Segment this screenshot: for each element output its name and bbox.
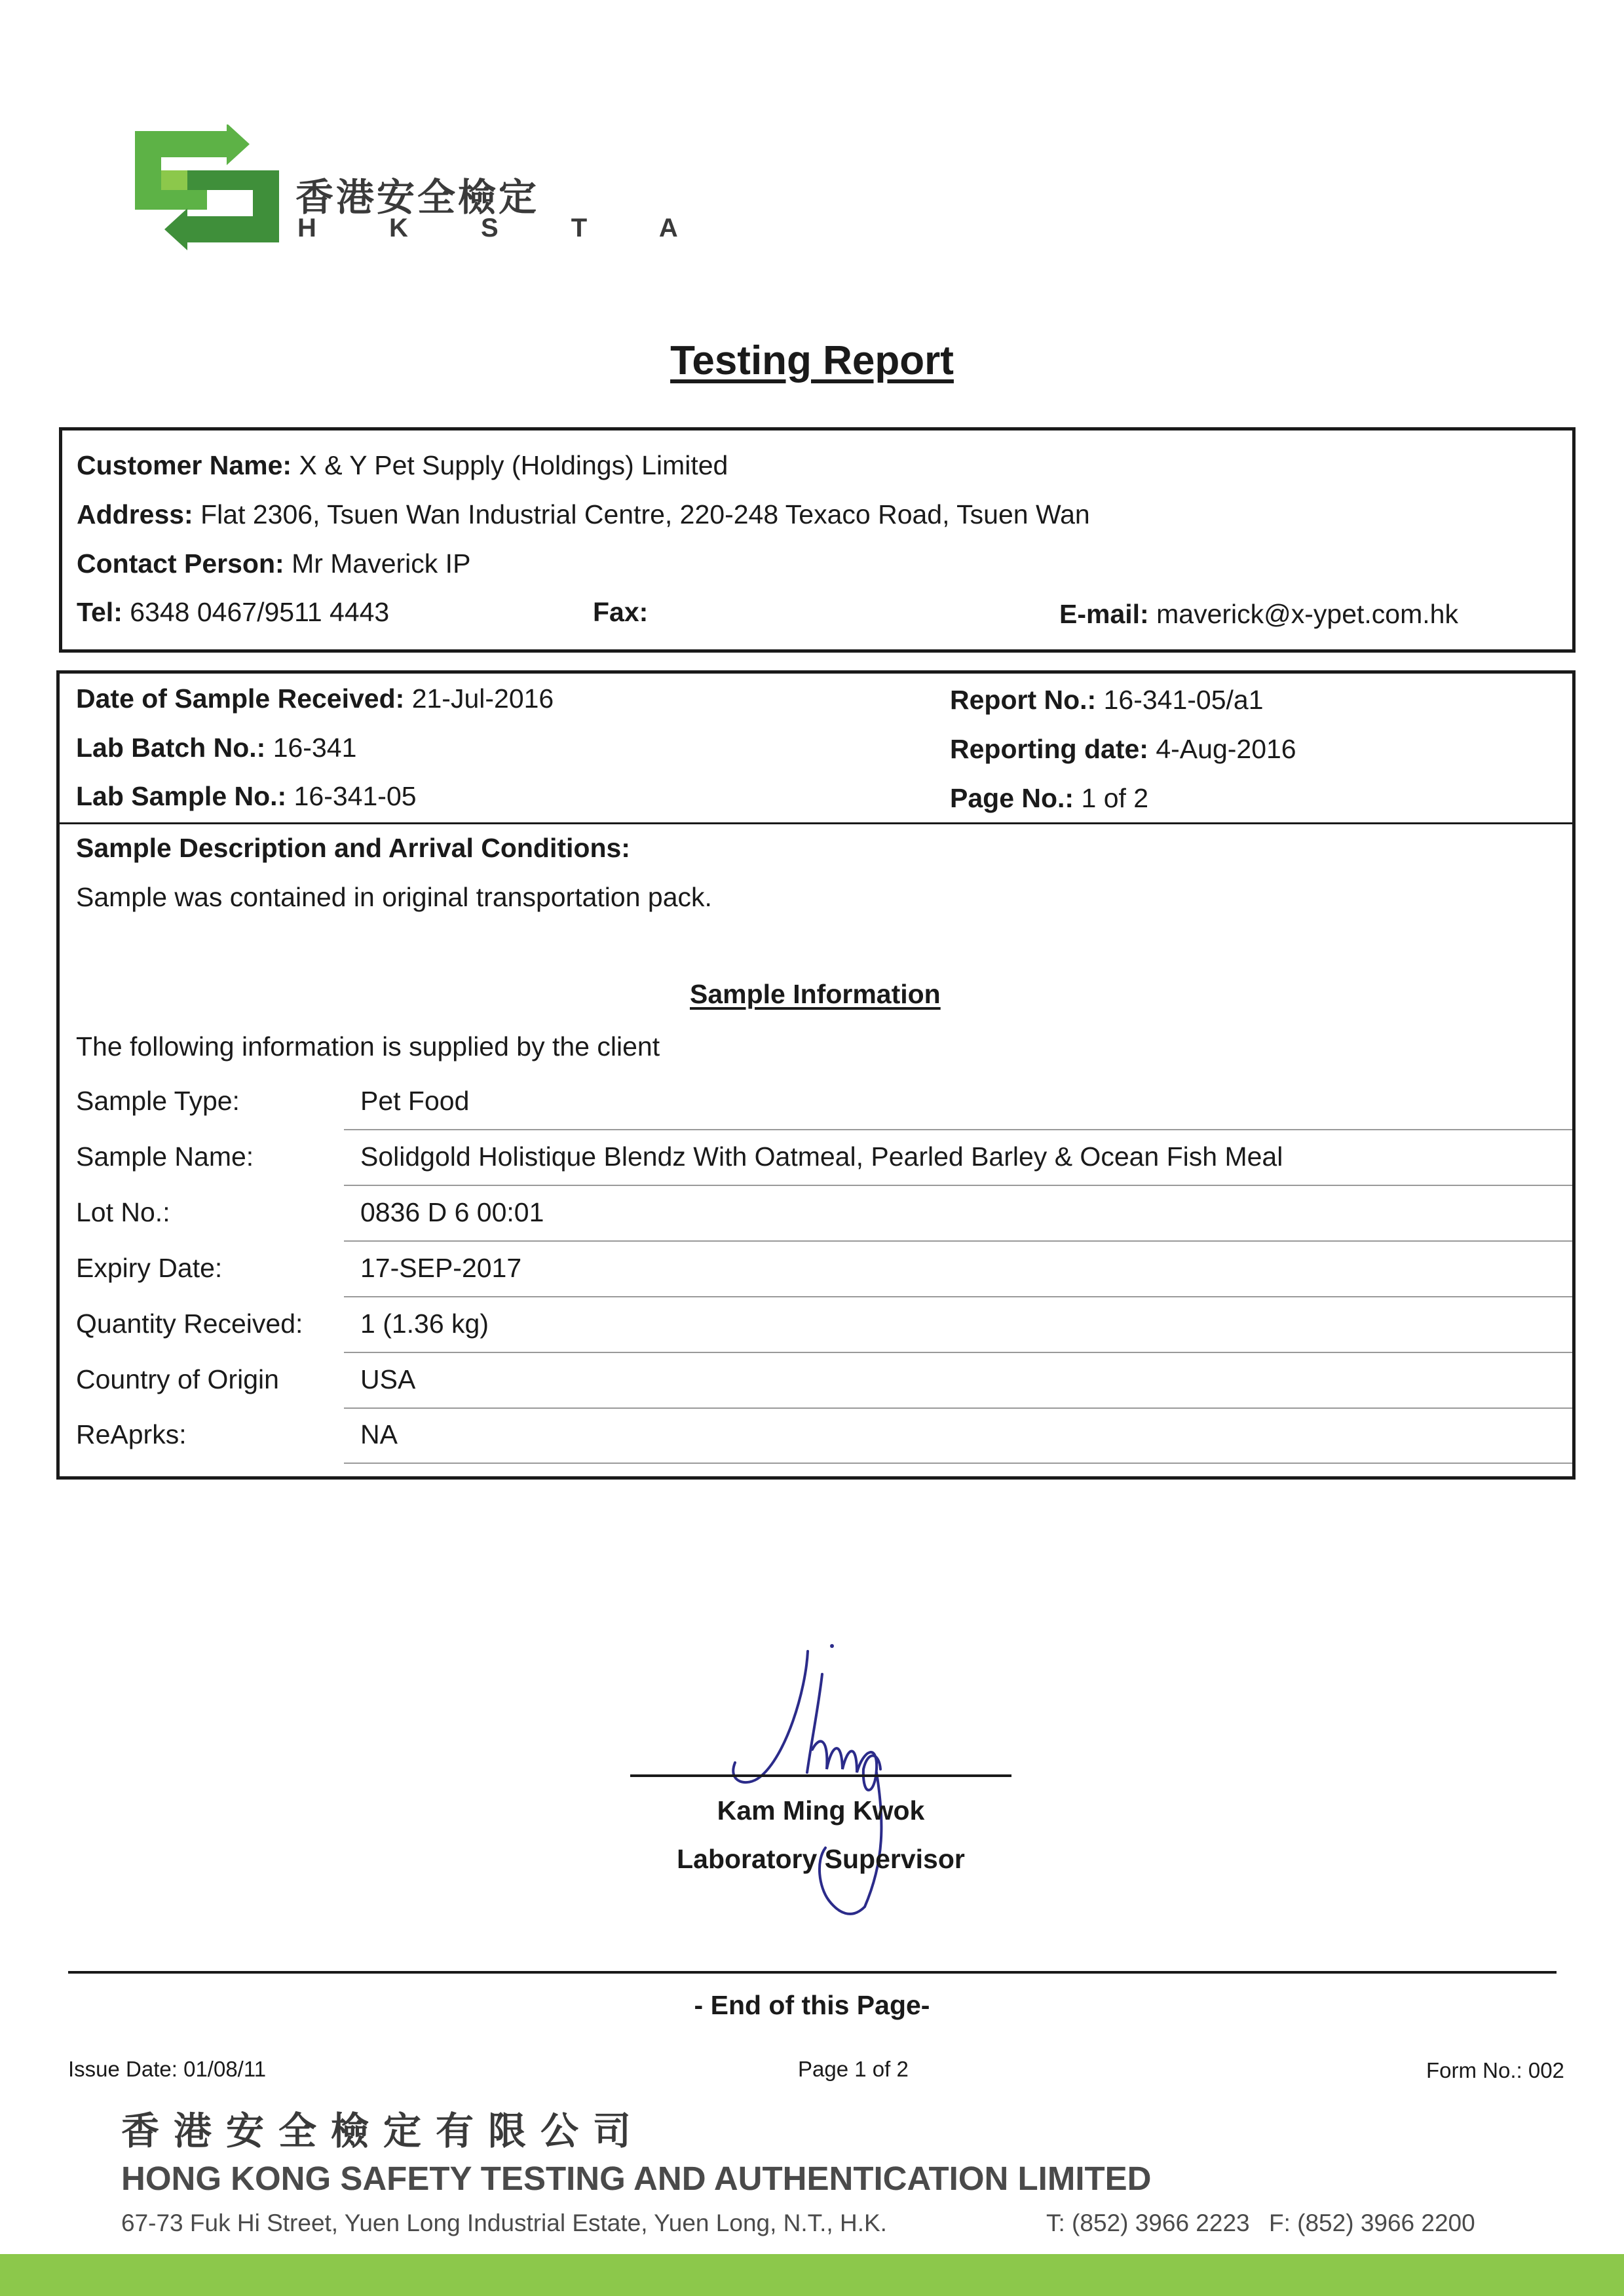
footer-green-bar	[0, 2254, 1624, 2296]
sample-information-intro: The following information is supplied by the client	[76, 1031, 660, 1062]
footer-page-number: Page 1 of 2	[798, 2057, 909, 2081]
customer-name-value: X & Y Pet Supply (Holdings) Limited	[299, 450, 728, 480]
expiry-date-label: Expiry Date:	[76, 1253, 223, 1283]
date-received-label: Date of Sample Received:	[76, 683, 405, 714]
sample-type-label: Sample Type:	[76, 1086, 240, 1116]
issue-date: Issue Date: 01/08/11	[68, 2057, 267, 2081]
company-address: 67-73 Fuk Hi Street, Yuen Long Industrial Estate, Yuen Long, N.T., H.K.	[121, 2210, 887, 2236]
end-of-page-note: - End of this Page-	[694, 1990, 930, 2020]
footer-divider	[68, 1971, 1557, 1974]
sample-information-heading: Sample Information	[690, 979, 941, 1009]
page-no-label: Page No.:	[950, 783, 1074, 813]
email-line	[1059, 599, 1458, 630]
reporting-date-label: Reporting date:	[950, 734, 1148, 764]
address-label: Address:	[77, 499, 193, 529]
row-underline	[344, 1240, 1572, 1242]
date-received-value: 21-Jul-2016	[411, 683, 554, 714]
quantity-value: 1 (1.36 kg)	[360, 1309, 489, 1339]
customer-name-line	[77, 450, 728, 481]
lot-no-label: Lot No.:	[76, 1197, 170, 1227]
handwritten-signature	[688, 1638, 924, 1926]
page-no-line	[950, 783, 1148, 814]
tel-label: Tel:	[77, 597, 123, 627]
customer-name-label: Customer Name:	[77, 450, 292, 480]
email-label: E-mail:	[1059, 599, 1149, 629]
remarks-value: NA	[360, 1419, 398, 1449]
report-title: Testing Report	[670, 338, 954, 383]
signatory-position: Laboratory Supervisor	[677, 1844, 965, 1874]
row-underline	[344, 1185, 1572, 1186]
address-value: Flat 2306, Tsuen Wan Industrial Centre, 220-248 Texaco Road, Tsuen Wan	[200, 499, 1090, 529]
row-underline	[344, 1352, 1572, 1353]
report-no-label: Report No.:	[950, 685, 1097, 715]
fax-line	[593, 597, 648, 628]
signatory-name: Kam Ming Kwok	[717, 1795, 925, 1826]
contact-label: Contact Person:	[77, 548, 284, 579]
company-fax: F: (852) 3966 2200	[1269, 2210, 1475, 2236]
address-line	[77, 499, 1090, 530]
remarks-label: ReAprks:	[76, 1419, 187, 1449]
lab-sample-line	[76, 781, 417, 812]
row-underline	[344, 1296, 1572, 1297]
signature-line	[630, 1774, 1011, 1777]
quantity-label: Quantity Received:	[76, 1309, 303, 1339]
lab-sample-label: Lab Sample No.:	[76, 781, 287, 811]
report-no-line	[950, 685, 1264, 716]
tel-line	[77, 597, 389, 628]
company-english-name: HONG KONG SAFETY TESTING AND AUTHENTICATION LIMITED	[121, 2160, 1152, 2197]
fax-label: Fax:	[593, 597, 649, 627]
country-value: USA	[360, 1364, 416, 1394]
email-value: maverick@x-ypet.com.hk	[1156, 599, 1458, 629]
contact-line	[77, 548, 470, 579]
hksta-logo-mark-icon	[128, 124, 286, 256]
sample-name-value: Solidgold Holistique Blendz With Oatmeal, Pearled Barley & Ocean Fish Meal	[360, 1141, 1283, 1172]
section-divider	[60, 822, 1572, 824]
sample-info-box	[56, 670, 1576, 1480]
date-received-line	[76, 683, 554, 714]
company-telephone: T: (852) 3966 2223	[1046, 2210, 1250, 2236]
logo-initials: H K S T A	[297, 214, 711, 242]
report-no-value: 16-341-05/a1	[1103, 685, 1264, 715]
logo-chinese-name: 香港安全檢定	[295, 175, 540, 220]
lab-batch-label: Lab Batch No.:	[76, 733, 266, 763]
lab-sample-value: 16-341-05	[293, 781, 417, 811]
lab-batch-value: 16-341	[273, 733, 357, 763]
company-logo	[128, 124, 711, 256]
reporting-date-value: 4-Aug-2016	[1156, 734, 1296, 764]
lab-batch-line	[76, 733, 356, 763]
sample-type-value: Pet Food	[360, 1086, 470, 1116]
description-heading: Sample Description and Arrival Conditions:	[76, 833, 630, 863]
row-underline	[344, 1129, 1572, 1130]
page-no-value: 1 of 2	[1081, 783, 1149, 813]
company-chinese-name: 香港安全檢定有限公司	[121, 2109, 646, 2153]
row-underline	[344, 1407, 1572, 1409]
tel-value: 6348 0467/9511 4443	[130, 597, 390, 627]
form-number: Form No.: 002	[1426, 2058, 1564, 2082]
sample-name-label: Sample Name:	[76, 1141, 254, 1172]
reporting-date-line	[950, 734, 1296, 765]
lot-no-value: 0836 D 6 00:01	[360, 1197, 544, 1227]
description-text: Sample was contained in original transportation pack.	[76, 882, 712, 912]
country-label: Country of Origin	[76, 1364, 279, 1394]
row-underline	[344, 1463, 1572, 1464]
expiry-date-value: 17-SEP-2017	[360, 1253, 522, 1283]
contact-value: Mr Maverick IP	[292, 548, 471, 579]
customer-info-box	[59, 427, 1576, 653]
